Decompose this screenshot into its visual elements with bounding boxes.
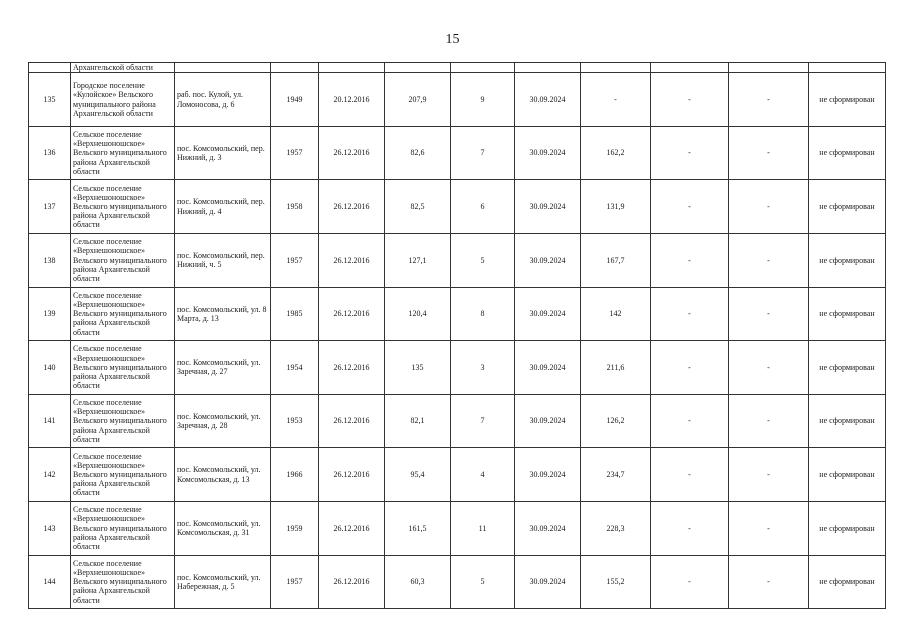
- house-address: пос. Комсомольский, ул. Набережная, д. 5: [175, 555, 271, 609]
- row-number: 143: [29, 501, 71, 555]
- municipality-name: Сельское поселение «Верхнешоношское» Вельского муниципального района Архангельской области: [71, 394, 175, 448]
- build-year: 1957: [271, 555, 319, 609]
- table-cell: [29, 63, 71, 73]
- resettlement-deadline: 30.09.2024: [515, 126, 581, 180]
- build-year: 1953: [271, 394, 319, 448]
- recognition-date: 26.12.2016: [319, 555, 385, 609]
- row-number: 137: [29, 180, 71, 234]
- column-10-cell: -: [651, 73, 729, 127]
- recognition-date: 26.12.2016: [319, 287, 385, 341]
- recognition-date: 26.12.2016: [319, 341, 385, 395]
- area-value: 127,1: [385, 233, 451, 287]
- column-10-cell: -: [651, 394, 729, 448]
- recognition-date: 26.12.2016: [319, 394, 385, 448]
- column-11-cell: -: [729, 73, 809, 127]
- build-year: 1957: [271, 233, 319, 287]
- municipality-name: Сельское поселение «Верхнешоношское» Вельского муниципального района Архангельской области: [71, 341, 175, 395]
- municipality-name: Сельское поселение «Верхнешоношское» Вельского муниципального района Архангельской области: [71, 555, 175, 609]
- continuation-text: Архангельской области: [71, 63, 175, 73]
- residents-count: 4: [451, 448, 515, 502]
- recognition-date: 26.12.2016: [319, 180, 385, 234]
- municipality-name: Сельское поселение «Верхнешоношское» Вельского муниципального района Архангельской области: [71, 501, 175, 555]
- status-cell: не сформирован: [809, 501, 886, 555]
- municipality-name: Городское поселение «Кулойское» Вельского муниципального района Архангельской области: [71, 73, 175, 127]
- table-row: [29, 555, 886, 609]
- status-cell: не сформирован: [809, 73, 886, 127]
- page-number: 15: [445, 32, 460, 47]
- column-11-cell: -: [729, 287, 809, 341]
- resettlement-deadline: 30.09.2024: [515, 448, 581, 502]
- status-cell: не сформирован: [809, 394, 886, 448]
- column-10-cell: -: [651, 501, 729, 555]
- area-value: 82,5: [385, 180, 451, 234]
- column-10-cell: -: [651, 126, 729, 180]
- house-address: пос. Комсомольский, пер. Нижний, ч. 5: [175, 233, 271, 287]
- build-year: 1966: [271, 448, 319, 502]
- column-11-cell: -: [729, 126, 809, 180]
- area-value: 161,5: [385, 501, 451, 555]
- recognition-date: 26.12.2016: [319, 126, 385, 180]
- table-cell: [319, 63, 385, 73]
- column-10-cell: -: [651, 341, 729, 395]
- row-number: 141: [29, 394, 71, 448]
- table-row: [29, 287, 886, 341]
- table-cell: [729, 63, 809, 73]
- resettlement-deadline: 30.09.2024: [515, 73, 581, 127]
- value-cell: 228,3: [581, 501, 651, 555]
- resettlement-deadline: 30.09.2024: [515, 394, 581, 448]
- column-11-cell: -: [729, 233, 809, 287]
- row-number: 138: [29, 233, 71, 287]
- resettlement-deadline: 30.09.2024: [515, 180, 581, 234]
- table-row: [29, 341, 886, 395]
- build-year: 1985: [271, 287, 319, 341]
- house-address: пос. Комсомольский, пер. Нижний, д. 3: [175, 126, 271, 180]
- residents-count: 8: [451, 287, 515, 341]
- municipality-name: Сельское поселение «Верхнешоношское» Вельского муниципального района Архангельской области: [71, 448, 175, 502]
- table-cell: [651, 63, 729, 73]
- column-11-cell: -: [729, 394, 809, 448]
- column-10-cell: -: [651, 287, 729, 341]
- column-11-cell: -: [729, 341, 809, 395]
- residents-count: 9: [451, 73, 515, 127]
- row-number: 144: [29, 555, 71, 609]
- row-number: 136: [29, 126, 71, 180]
- house-address: пос. Комсомольский, ул. Заречная, д. 28: [175, 394, 271, 448]
- area-value: 60,3: [385, 555, 451, 609]
- municipality-name: Сельское поселение «Верхнешоношское» Вельского муниципального района Архангельской области: [71, 233, 175, 287]
- area-value: 120,4: [385, 287, 451, 341]
- table-row: [29, 73, 886, 127]
- value-cell: 211,6: [581, 341, 651, 395]
- resettlement-deadline: 30.09.2024: [515, 287, 581, 341]
- row-number: 135: [29, 73, 71, 127]
- municipality-name: Сельское поселение «Верхнешоношское» Вельского муниципального района Архангельской области: [71, 126, 175, 180]
- build-year: 1958: [271, 180, 319, 234]
- table-row: [29, 394, 886, 448]
- build-year: 1959: [271, 501, 319, 555]
- recognition-date: 26.12.2016: [319, 448, 385, 502]
- value-cell: 234,7: [581, 448, 651, 502]
- column-10-cell: -: [651, 448, 729, 502]
- house-address: пос. Комсомольский, ул. 8 Марта, д. 13: [175, 287, 271, 341]
- status-cell: не сформирован: [809, 448, 886, 502]
- recognition-date: 20.12.2016: [319, 73, 385, 127]
- column-10-cell: -: [651, 180, 729, 234]
- value-cell: 167,7: [581, 233, 651, 287]
- value-cell: 142: [581, 287, 651, 341]
- value-cell: 126,2: [581, 394, 651, 448]
- house-address: пос. Комсомольский, ул. Заречная, д. 27: [175, 341, 271, 395]
- area-value: 207,9: [385, 73, 451, 127]
- house-address: раб. пос. Кулой, ул. Ломоносова, д. 6: [175, 73, 271, 127]
- resettlement-deadline: 30.09.2024: [515, 555, 581, 609]
- build-year: 1954: [271, 341, 319, 395]
- status-cell: не сформирован: [809, 180, 886, 234]
- column-11-cell: -: [729, 448, 809, 502]
- recognition-date: 26.12.2016: [319, 233, 385, 287]
- municipality-name: Сельское поселение «Верхнешоношское» Вельского муниципального района Архангельской области: [71, 180, 175, 234]
- municipality-name: Сельское поселение «Верхнешоношское» Вельского муниципального района Архангельской области: [71, 287, 175, 341]
- status-cell: не сформирован: [809, 287, 886, 341]
- table-cell: [271, 63, 319, 73]
- table-cell: [581, 63, 651, 73]
- area-value: 82,6: [385, 126, 451, 180]
- recognition-date: 26.12.2016: [319, 501, 385, 555]
- area-value: 95,4: [385, 448, 451, 502]
- table-cell: [385, 63, 451, 73]
- table-row: [29, 501, 886, 555]
- value-cell: 155,2: [581, 555, 651, 609]
- status-cell: не сформирован: [809, 126, 886, 180]
- column-11-cell: -: [729, 555, 809, 609]
- house-address: пос. Комсомольский, пер. Нижний, д. 4: [175, 180, 271, 234]
- residents-count: 6: [451, 180, 515, 234]
- registry-table: [28, 62, 886, 609]
- residents-count: 7: [451, 126, 515, 180]
- table-cell: [515, 63, 581, 73]
- value-cell: 131,9: [581, 180, 651, 234]
- table-row: [29, 126, 886, 180]
- table-cell: [175, 63, 271, 73]
- residents-count: 5: [451, 555, 515, 609]
- build-year: 1949: [271, 73, 319, 127]
- row-number: 140: [29, 341, 71, 395]
- area-value: 82,1: [385, 394, 451, 448]
- resettlement-deadline: 30.09.2024: [515, 501, 581, 555]
- area-value: 135: [385, 341, 451, 395]
- value-cell: 162,2: [581, 126, 651, 180]
- column-10-cell: -: [651, 233, 729, 287]
- house-address: пос. Комсомольский, ул. Комсомольская, д. 31: [175, 501, 271, 555]
- table-row: [29, 233, 886, 287]
- resettlement-deadline: 30.09.2024: [515, 233, 581, 287]
- row-number: 139: [29, 287, 71, 341]
- status-cell: не сформирован: [809, 233, 886, 287]
- residents-count: 5: [451, 233, 515, 287]
- table-row: [29, 180, 886, 234]
- build-year: 1957: [271, 126, 319, 180]
- value-cell: -: [581, 73, 651, 127]
- row-number: 142: [29, 448, 71, 502]
- column-11-cell: -: [729, 180, 809, 234]
- status-cell: не сформирован: [809, 555, 886, 609]
- residents-count: 7: [451, 394, 515, 448]
- table-cell: [809, 63, 886, 73]
- column-10-cell: -: [651, 555, 729, 609]
- table-row: [29, 448, 886, 502]
- column-11-cell: -: [729, 501, 809, 555]
- residents-count: 3: [451, 341, 515, 395]
- continuation-row: [29, 63, 886, 73]
- table-cell: [451, 63, 515, 73]
- house-address: пос. Комсомольский, ул. Комсомольская, д. 13: [175, 448, 271, 502]
- status-cell: не сформирован: [809, 341, 886, 395]
- resettlement-deadline: 30.09.2024: [515, 341, 581, 395]
- residents-count: 11: [451, 501, 515, 555]
